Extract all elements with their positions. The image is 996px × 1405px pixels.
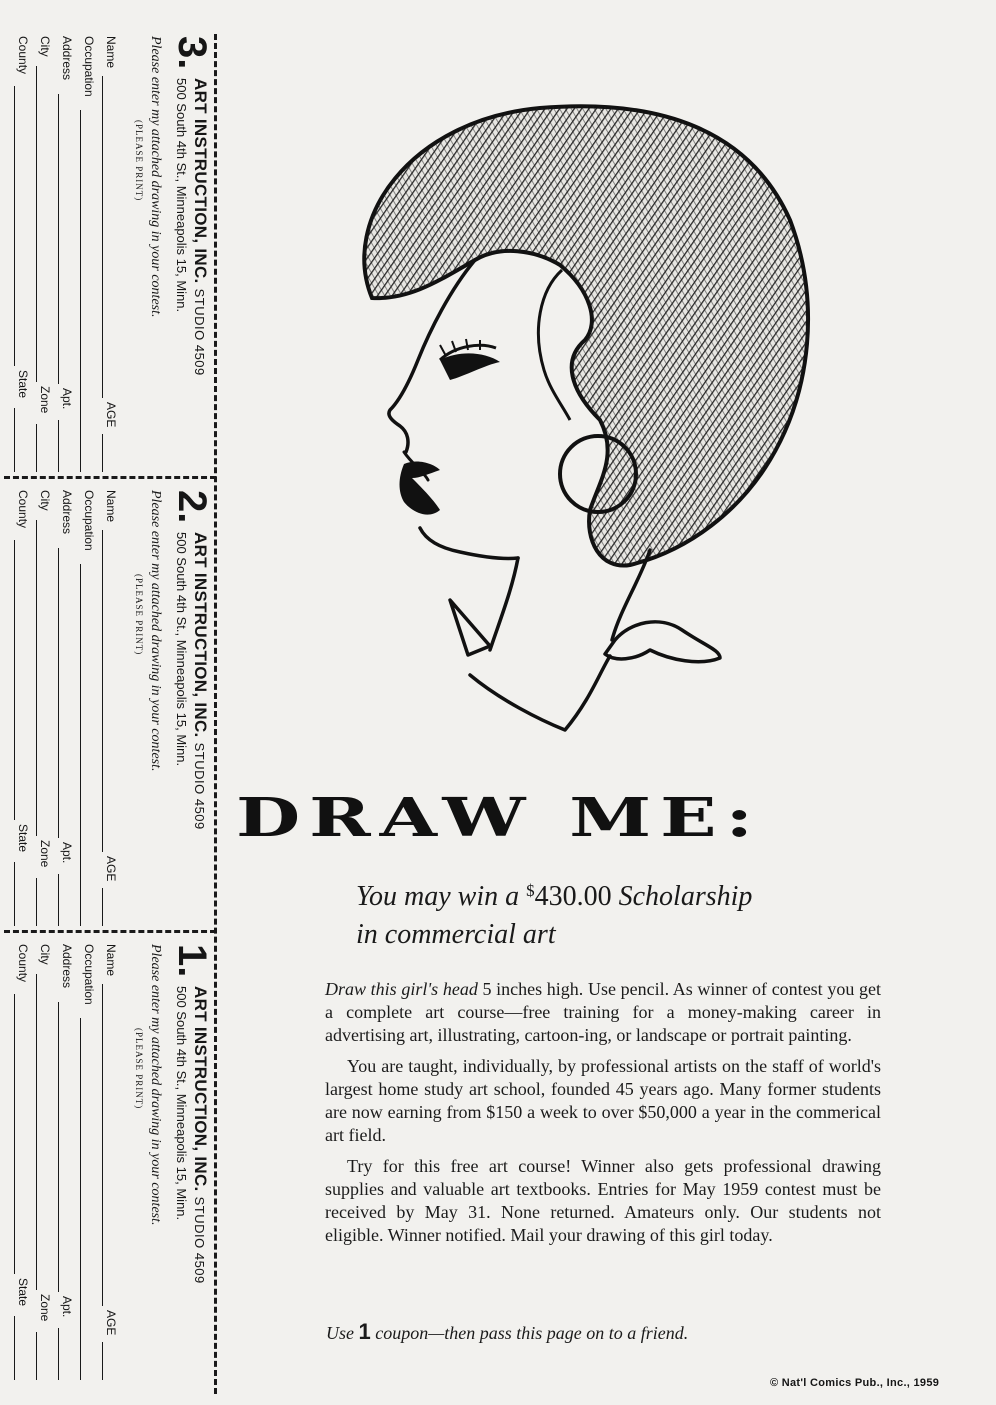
county-label: County bbox=[16, 36, 30, 75]
name-field[interactable] bbox=[102, 530, 103, 852]
name-field[interactable] bbox=[102, 76, 103, 398]
name-field[interactable] bbox=[102, 984, 103, 1306]
coupon-company-name: ART INSTRUCTION, INC. STUDIO 4509 bbox=[191, 986, 210, 1284]
coupon-2 bbox=[12, 490, 212, 926]
state-field[interactable] bbox=[14, 1316, 15, 1380]
occupation-label: Occupation bbox=[82, 490, 96, 551]
occupation-label: Occupation bbox=[82, 944, 96, 1005]
address-label: Address bbox=[60, 490, 74, 535]
address-field[interactable] bbox=[58, 548, 59, 838]
age-label: AGE bbox=[104, 1310, 118, 1336]
address-field[interactable] bbox=[58, 1002, 59, 1292]
apt-label: Apt. bbox=[60, 842, 74, 864]
girl-head-illustration bbox=[300, 60, 860, 750]
call-to-action: Use 1 coupon—then pass this page on to a friend. bbox=[326, 1319, 689, 1344]
coupon-address: 500 South 4th St., Minneapolis 15, Minn. bbox=[174, 78, 189, 313]
please-print-note: (PLEASE PRINT) bbox=[134, 1028, 144, 1110]
county-label: County bbox=[16, 944, 30, 983]
coupon-divider bbox=[4, 930, 216, 933]
coupon-1-content bbox=[12, 944, 212, 1380]
coupon-company-name: ART INSTRUCTION, INC. STUDIO 4509 bbox=[191, 78, 210, 376]
city-field[interactable] bbox=[36, 974, 37, 1290]
coupon-address: 500 South 4th St., Minneapolis 15, Minn. bbox=[174, 986, 189, 1221]
coupon-studio: STUDIO 4509 bbox=[192, 1196, 207, 1284]
coupon-instruction: Please enter my attached drawing in your contest. bbox=[148, 944, 163, 1226]
zone-field[interactable] bbox=[36, 878, 37, 926]
name-label: Name bbox=[104, 36, 118, 69]
ad-body bbox=[325, 978, 881, 1255]
subheadline: You may win a $430.00 Scholarship in commercial art bbox=[356, 881, 753, 950]
apt-field[interactable] bbox=[58, 420, 59, 472]
age-label: AGE bbox=[104, 856, 118, 882]
county-field[interactable] bbox=[14, 540, 15, 820]
coupon-number: 1. bbox=[170, 944, 214, 978]
occupation-field[interactable] bbox=[80, 564, 81, 926]
scholarship-amount: 430.00 bbox=[534, 881, 612, 912]
occupation-field[interactable] bbox=[80, 1018, 81, 1380]
age-field[interactable] bbox=[102, 1342, 103, 1380]
headline: DRAW ME: bbox=[236, 787, 762, 850]
apt-label: Apt. bbox=[60, 388, 74, 410]
coupon-divider bbox=[4, 476, 216, 479]
age-label: AGE bbox=[104, 402, 118, 428]
hair bbox=[364, 106, 808, 565]
please-print-note: (PLEASE PRINT) bbox=[134, 574, 144, 656]
coupon-company-name: ART INSTRUCTION, INC. STUDIO 4509 bbox=[191, 532, 210, 830]
coupon-3 bbox=[12, 36, 212, 472]
coupon-studio: STUDIO 4509 bbox=[192, 742, 207, 830]
city-field[interactable] bbox=[36, 520, 37, 836]
city-label: City bbox=[38, 490, 52, 511]
city-field[interactable] bbox=[36, 66, 37, 382]
occupation-field[interactable] bbox=[80, 110, 81, 472]
apt-field[interactable] bbox=[58, 874, 59, 926]
county-field[interactable] bbox=[14, 994, 15, 1274]
vertical-cut-line bbox=[214, 34, 217, 1394]
coupon-3-content bbox=[12, 36, 212, 472]
zone-label: Zone bbox=[38, 386, 52, 414]
state-label: State bbox=[16, 1278, 30, 1307]
occupation-label: Occupation bbox=[82, 36, 96, 97]
copyright-notice: © Nat'l Comics Pub., Inc., 1959 bbox=[770, 1377, 940, 1389]
county-field[interactable] bbox=[14, 86, 15, 366]
age-field[interactable] bbox=[102, 888, 103, 926]
zone-field[interactable] bbox=[36, 424, 37, 472]
coupon-2-content bbox=[12, 490, 212, 926]
please-print-note: (PLEASE PRINT) bbox=[134, 120, 144, 202]
apt-label: Apt. bbox=[60, 1296, 74, 1318]
name-label: Name bbox=[104, 944, 118, 977]
paragraph-3: Try for this free art course! Winner also gets professional drawing supplies and valuable art textbooks. Entries for May 1959 contest must be received by May 31. None returned. Amateurs only. Our students not eligible. Winner notified. Mail your drawing of this girl today. bbox=[325, 1156, 881, 1245]
coupon-number: 2. bbox=[170, 490, 214, 524]
zone-field[interactable] bbox=[36, 1332, 37, 1380]
city-label: City bbox=[38, 36, 52, 57]
coupon-1 bbox=[12, 944, 212, 1380]
lips bbox=[400, 462, 441, 515]
address-field[interactable] bbox=[58, 94, 59, 384]
county-label: County bbox=[16, 490, 30, 529]
coupon-studio: STUDIO 4509 bbox=[192, 288, 207, 376]
coupon-number: 3. bbox=[170, 36, 214, 70]
apt-field[interactable] bbox=[58, 1328, 59, 1380]
state-field[interactable] bbox=[14, 862, 15, 926]
address-label: Address bbox=[60, 944, 74, 989]
coupon-instruction: Please enter my attached drawing in your contest. bbox=[148, 36, 163, 318]
name-label: Name bbox=[104, 490, 118, 523]
zone-label: Zone bbox=[38, 1294, 52, 1322]
city-label: City bbox=[38, 944, 52, 965]
paragraph-1: Draw this girl's head 5 inches high. Use pencil. As winner of contest you get a complete art course—free training for a money-making career in advertising art, illustrating, cartoon-ing, or landscape or portrait painting. bbox=[325, 979, 881, 1045]
coupon-address: 500 South 4th St., Minneapolis 15, Minn. bbox=[174, 532, 189, 767]
state-label: State bbox=[16, 824, 30, 853]
paragraph-2: You are taught, individually, by professional artists on the staff of world's largest home study art school, founded 45 years ago. Many former students are now earning from $150 a week to over $50,000 a year in the commerical art field. bbox=[325, 1056, 881, 1145]
address-label: Address bbox=[60, 36, 74, 81]
state-label: State bbox=[16, 370, 30, 399]
coupon-instruction: Please enter my attached drawing in your contest. bbox=[148, 490, 163, 772]
state-field[interactable] bbox=[14, 408, 15, 472]
age-field[interactable] bbox=[102, 434, 103, 472]
closed-eye bbox=[440, 339, 500, 380]
zone-label: Zone bbox=[38, 840, 52, 868]
